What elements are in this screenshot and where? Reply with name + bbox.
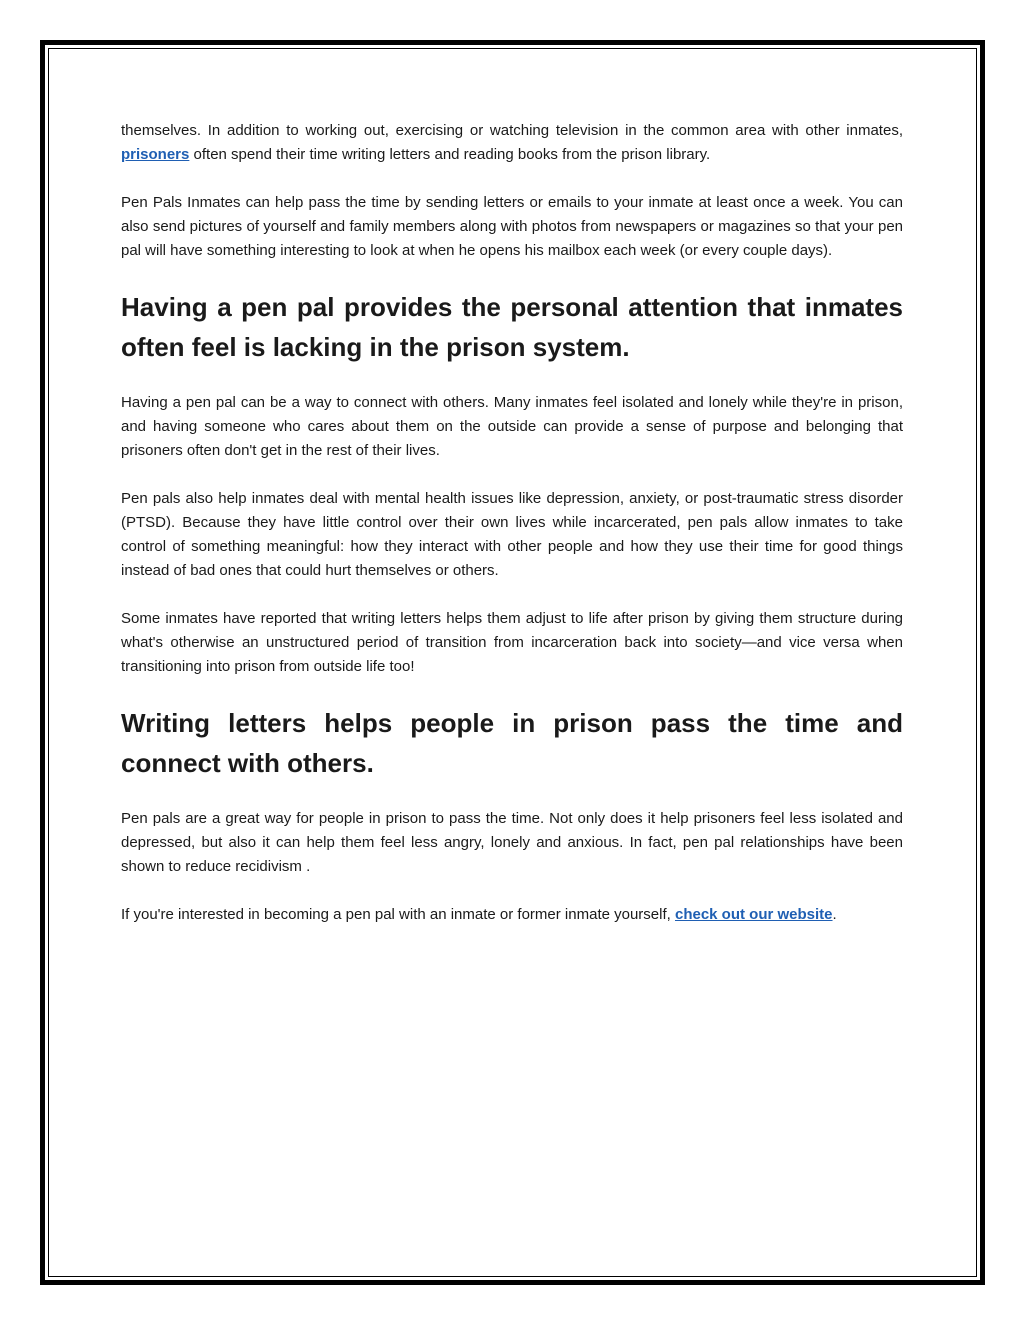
paragraph-7-text-end: .	[832, 906, 837, 923]
paragraph-3: Having a pen pal can be a way to connect with others. Many inmates feel isolated and lonely while they're in prison, and having someone who cares about them on the outside can provide a sense of purpose and belonging that prisoners often don't get in the rest of their lives.	[121, 394, 903, 459]
paragraph-1-text-start: themselves. In addition to working out, exercising or watching television in the common area with other inmates,	[121, 122, 903, 139]
paragraph-7	[121, 903, 903, 927]
heading-writing-letters: Writing letters helps people in prison pass the time and connect with others.	[121, 708, 903, 778]
paragraph-2: Pen Pals Inmates can help pass the time by sending letters or emails to your inmate at least once a week. You can also send pictures of yourself and family members along with photos from newspapers or magazines so that your pen pal will have something interesting to look at when he opens his mailbox each week (or every couple days).	[121, 194, 903, 259]
paragraph-4: Pen pals also help inmates deal with mental health issues like depression, anxiety, or post-traumatic stress disorder (PTSD). Because they have little control over their own lives while incarcerated, pen pals allow inmates to take control of something meaningful: how they interact with other people and how they use their time for good things instead of bad ones that could hurt themselves or others.	[121, 490, 903, 579]
prisoners-link[interactable]: prisoners	[121, 146, 190, 163]
document-body	[121, 119, 903, 951]
heading-pen-pal-attention: Having a pen pal provides the personal attention that inmates often feel is lacking in the prison system.	[121, 292, 903, 362]
website-link[interactable]: check out our website	[674, 906, 833, 923]
paragraph-1-text-end: often spend their time writing letters and reading books from the prison library.	[189, 146, 711, 163]
paragraph-1	[121, 119, 903, 167]
paragraph-5: Some inmates have reported that writing letters helps them adjust to life after prison by giving them structure during what's otherwise an unstructured period of transition from incarceration back into society—and vice versa when transitioning into prison from outside life too!	[121, 610, 903, 675]
paragraph-6: Pen pals are a great way for people in prison to pass the time. Not only does it help prisoners feel less isolated and depressed, but also it can help them feel less angry, lonely and anxious. In fact, pen pal relationships have been shown to reduce recidivism .	[121, 810, 903, 875]
paragraph-7-text-start: If you're interested in becoming a pen pal with an inmate or former inmate yourself,	[121, 906, 675, 923]
